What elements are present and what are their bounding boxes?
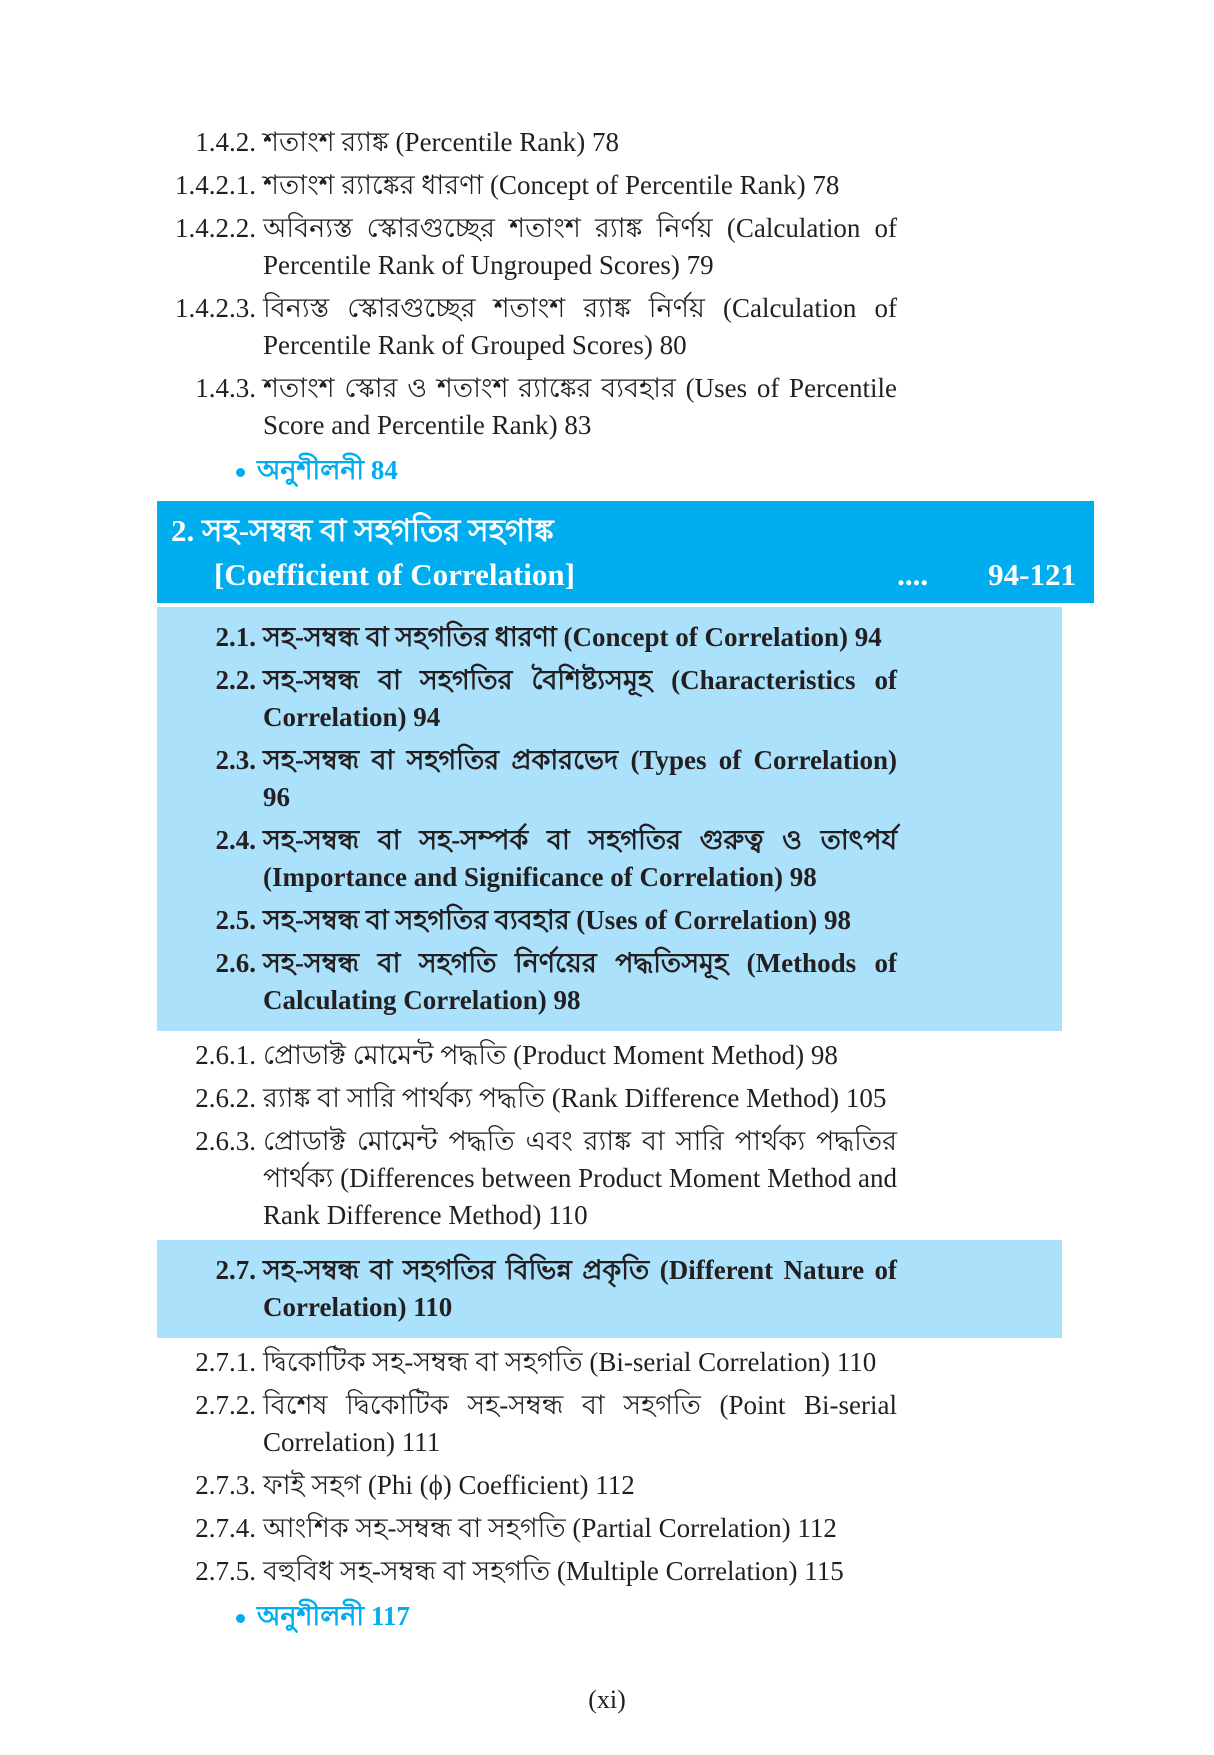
entry-number: 2.7.1. bbox=[195, 1347, 256, 1377]
toc-entry bbox=[157, 210, 1062, 284]
entry-number: 1.4.3. bbox=[195, 373, 256, 403]
entry-number: 1.4.2.3. bbox=[175, 293, 256, 323]
toc-entry bbox=[157, 1123, 1062, 1234]
entry-text: সহ-সম্বন্ধ বা সহগতির বিভিন্ন প্রকৃতি (Different Nature of Correlation) 110 bbox=[263, 1255, 897, 1322]
chapter-pages: 94-121 bbox=[988, 557, 1076, 592]
highlight-band bbox=[157, 1240, 1062, 1338]
toc-entry bbox=[157, 742, 1062, 816]
toc-entry bbox=[157, 124, 1062, 161]
toc-entry bbox=[157, 1252, 1062, 1326]
entry-text: বিশেষ দ্বিকোটিক সহ-সম্বন্ধ বা সহগতি (Point Bi-serial Correlation) 111 bbox=[263, 1390, 897, 1457]
entry-text: অবিন্যস্ত স্কোরগুচ্ছের শতাংশ র‍্যাঙ্ক নির্ণয় (Calculation of Percentile Rank of Ungrouped Scores) 79 bbox=[263, 213, 897, 280]
chapter-title-bn: 2. সহ-সম্বন্ধ বা সহগতির সহগাঙ্ক bbox=[171, 513, 554, 548]
bullet-icon bbox=[236, 468, 245, 477]
entry-number: 2.7.2. bbox=[195, 1390, 256, 1420]
toc-entry bbox=[157, 902, 1062, 939]
bullet-icon bbox=[236, 1614, 245, 1623]
toc-entry bbox=[157, 1080, 1062, 1117]
entry-number: 2.6.3. bbox=[195, 1126, 256, 1156]
entry-number: 2.7.5. bbox=[195, 1556, 256, 1586]
exercise-link[interactable] bbox=[236, 452, 1062, 489]
entry-text: সহ-সম্বন্ধ বা সহগতির ধারণা (Concept of Correlation) 94 bbox=[263, 622, 882, 652]
entry-number: 2.2. bbox=[215, 665, 256, 695]
entry-text: সহ-সম্বন্ধ বা সহগতি নির্ণয়ের পদ্ধতিসমূহ (Methods of Calculating Correlation) 98 bbox=[263, 948, 897, 1015]
toc-entry bbox=[157, 822, 1062, 896]
toc-entry bbox=[157, 662, 1062, 736]
entry-text: প্রোডাক্ট মোমেন্ট পদ্ধতি এবং র‍্যাঙ্ক বা সারি পার্থক্য পদ্ধতির পার্থক্য (Differences between Product Moment Method and Rank Difference Method) 110 bbox=[263, 1126, 897, 1230]
entry-number: 2.5. bbox=[215, 905, 256, 935]
toc-entry bbox=[157, 619, 1062, 656]
entry-text: শতাংশ র‍্যাঙ্ক (Percentile Rank) 78 bbox=[263, 127, 619, 157]
entry-number: 1.4.2.2. bbox=[175, 213, 256, 243]
section-1-4-entries bbox=[157, 124, 1062, 489]
section-2-6-entries bbox=[157, 1037, 1062, 1234]
toc-entry bbox=[157, 1037, 1062, 1074]
toc-entry bbox=[157, 1467, 1062, 1504]
entry-number: 2.4. bbox=[215, 825, 256, 855]
highlight-band bbox=[157, 607, 1062, 1031]
entry-text: শতাংশ র‍্যাঙ্কের ধারণা (Concept of Percentile Rank) 78 bbox=[263, 170, 840, 200]
chapter-title-en: [Coefficient of Correlation] bbox=[214, 557, 575, 592]
entry-number: 2.6. bbox=[215, 948, 256, 978]
section-2-7-entries bbox=[157, 1344, 1062, 1635]
entry-text: সহ-সম্বন্ধ বা সহ-সম্পর্ক বা সহগতির গুরুত্ব ও তাৎপর্য (Importance and Significance of Correlation) 98 bbox=[263, 825, 897, 892]
entry-text: সহ-সম্বন্ধ বা সহগতির ব্যবহার (Uses of Correlation) 98 bbox=[263, 905, 851, 935]
entry-number: 2.1. bbox=[215, 622, 256, 652]
toc-entry bbox=[157, 1344, 1062, 1381]
toc-entry bbox=[157, 167, 1062, 204]
entry-number: 2.7. bbox=[215, 1255, 256, 1285]
entry-number: 1.4.2.1. bbox=[175, 170, 256, 200]
entry-number: 1.4.2. bbox=[195, 127, 256, 157]
entry-text: আংশিক সহ-সম্বন্ধ বা সহগতি (Partial Correlation) 112 bbox=[263, 1513, 837, 1543]
exercise-label: অনুশীলনী 117 bbox=[257, 1601, 410, 1631]
toc-entry bbox=[157, 1510, 1062, 1547]
toc-entry bbox=[157, 1553, 1062, 1590]
toc-entry bbox=[157, 945, 1062, 1019]
entry-number: 2.7.3. bbox=[195, 1470, 256, 1500]
toc-entry bbox=[157, 290, 1062, 364]
entry-number: 2.7.4. bbox=[195, 1513, 256, 1543]
entry-number: 2.6.1. bbox=[195, 1040, 256, 1070]
entry-text: র‍্যাঙ্ক বা সারি পার্থক্য পদ্ধতি (Rank Difference Method) 105 bbox=[263, 1083, 887, 1113]
toc-entry bbox=[157, 370, 1062, 444]
entry-text: সহ-সম্বন্ধ বা সহগতির প্রকারভেদ (Types of Correlation) 96 bbox=[263, 745, 897, 812]
entry-text: বিন্যস্ত স্কোরগুচ্ছের শতাংশ র‍্যাঙ্ক নির্ণয় (Calculation of Percentile Rank of Grouped Scores) 80 bbox=[263, 293, 897, 360]
entry-text: দ্বিকোটিক সহ-সম্বন্ধ বা সহগতি (Bi-serial Correlation) 110 bbox=[263, 1347, 877, 1377]
entry-number: 2.6.2. bbox=[195, 1083, 256, 1113]
page-number: (xi) bbox=[588, 1685, 626, 1714]
entry-text: শতাংশ স্কোর ও শতাংশ র‍্যাঙ্কের ব্যবহার (Uses of Percentile Score and Percentile Rank) 83 bbox=[263, 373, 897, 440]
chapter-heading bbox=[157, 501, 1094, 603]
entry-text: সহ-সম্বন্ধ বা সহগতির বৈশিষ্ট্যসমূহ (Characteristics of Correlation) 94 bbox=[263, 665, 897, 732]
exercise-link[interactable] bbox=[236, 1598, 1062, 1635]
exercise-label: অনুশীলনী 84 bbox=[257, 455, 398, 485]
entry-text: প্রোডাক্ট মোমেন্ট পদ্ধতি (Product Moment Method) 98 bbox=[263, 1040, 838, 1070]
leader-dots: .... bbox=[897, 557, 929, 592]
entry-text: বহুবিধ সহ-সম্বন্ধ বা সহগতি (Multiple Correlation) 115 bbox=[263, 1556, 844, 1586]
toc-entry bbox=[157, 1387, 1062, 1461]
entry-text: ফাই সহগ (Phi (ϕ) Coefficient) 112 bbox=[263, 1470, 635, 1500]
entry-number: 2.3. bbox=[215, 745, 256, 775]
